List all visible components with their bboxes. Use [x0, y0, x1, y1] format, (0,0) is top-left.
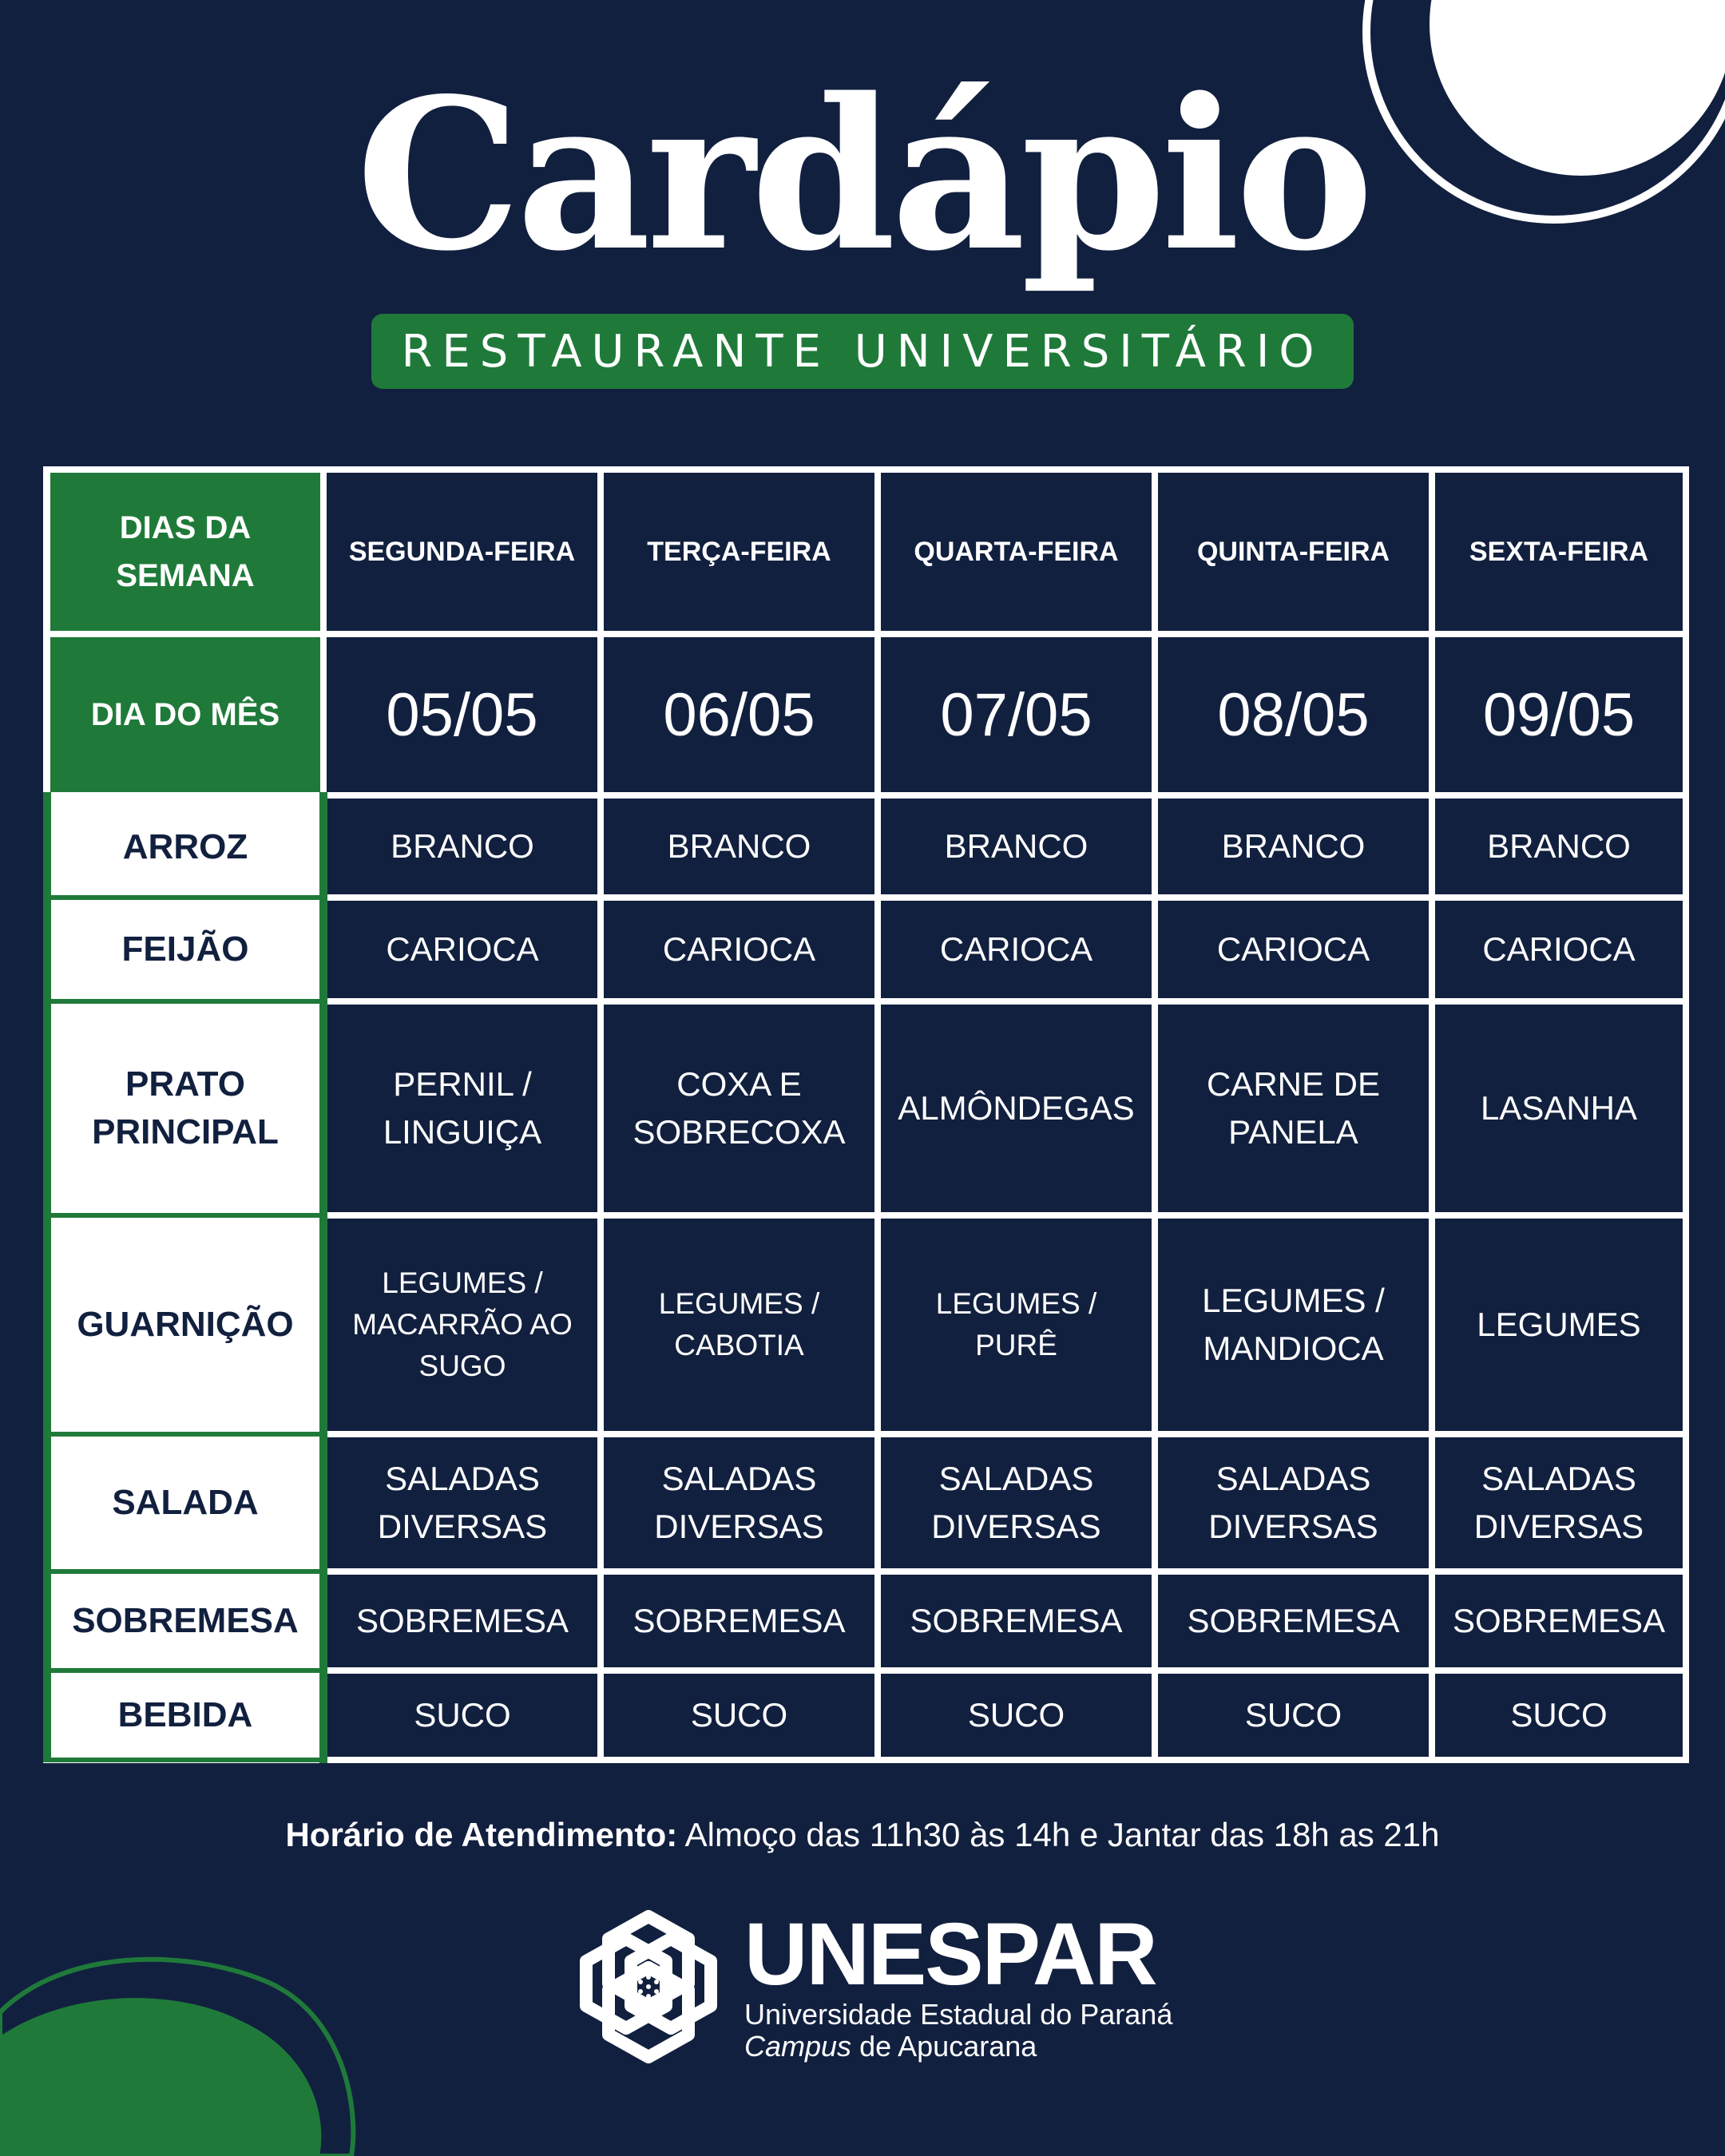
row-sobremesa — [47, 1571, 1686, 1671]
row-arroz — [47, 795, 1686, 898]
menu-cell: SALADAS DIVERSAS — [601, 1434, 878, 1571]
logo-name: UNESPAR — [744, 1905, 1156, 2003]
menu-cell: BRANCO — [601, 795, 878, 898]
menu-cell: PERNIL / LINGUIÇA — [323, 1001, 601, 1215]
menu-cell: LEGUMES / MACARRÃO AO SUGO — [323, 1215, 601, 1434]
menu-cell: SOBREMESA — [1155, 1571, 1432, 1671]
menu-cell: LEGUMES / MANDIOCA — [1155, 1215, 1432, 1434]
menu-cell: SUCO — [323, 1671, 601, 1760]
menu-cell: BRANCO — [1155, 795, 1432, 898]
subtitle-badge: RESTAURANTE UNIVERSITÁRIO — [371, 314, 1354, 389]
date-row — [47, 634, 1686, 795]
date-cell: 06/05 — [601, 634, 878, 795]
opening-hours-label: Horário de Atendimento: — [285, 1816, 678, 1853]
row-label: PRATO PRINCIPAL — [47, 1001, 323, 1215]
day-header: QUINTA-FEIRA — [1155, 470, 1432, 634]
corner-label: DIAS DA SEMANA — [47, 470, 323, 634]
menu-cell: CARIOCA — [1155, 898, 1432, 1001]
menu-cell: SOBREMESA — [1432, 1571, 1686, 1671]
row-prato-principal — [47, 1001, 1686, 1215]
row-feijao — [47, 898, 1686, 1001]
day-header: TERÇA-FEIRA — [601, 470, 878, 634]
opening-hours-text: Almoço das 11h30 às 14h e Jantar das 18h as 21h — [684, 1816, 1440, 1853]
unespar-emblem-icon — [569, 1907, 728, 2067]
date-row-label: DIA DO MÊS — [47, 634, 323, 795]
menu-cell: BRANCO — [1432, 795, 1686, 898]
row-guarnicao — [47, 1215, 1686, 1434]
menu-cell: SALADAS DIVERSAS — [878, 1434, 1155, 1571]
menu-cell: LEGUMES / CABOTIA — [601, 1215, 878, 1434]
row-label: FEIJÃO — [47, 898, 323, 1001]
menu-cell: BRANCO — [323, 795, 601, 898]
menu-cell: BRANCO — [878, 795, 1155, 898]
menu-cell: LEGUMES / PURÊ — [878, 1215, 1155, 1434]
unespar-logo — [569, 1907, 1172, 2067]
date-cell: 09/05 — [1432, 634, 1686, 795]
menu-cell: SOBREMESA — [601, 1571, 878, 1671]
menu-cell: SUCO — [1155, 1671, 1432, 1760]
menu-cell: CARIOCA — [323, 898, 601, 1001]
menu-cell: LEGUMES — [1432, 1215, 1686, 1434]
menu-cell: SUCO — [878, 1671, 1155, 1760]
row-label: BEBIDA — [47, 1671, 323, 1760]
day-header: SEXTA-FEIRA — [1432, 470, 1686, 634]
menu-cell: LASANHA — [1432, 1001, 1686, 1215]
logo-university: Universidade Estadual do Paraná — [744, 1998, 1173, 2031]
logo-campus-name: de Apucarana — [859, 2030, 1037, 2063]
row-label: ARROZ — [47, 795, 323, 898]
row-label: SALADA — [47, 1434, 323, 1571]
logo-text — [744, 1905, 1173, 2063]
menu-cell: SUCO — [1432, 1671, 1686, 1760]
menu-cell: CARIOCA — [878, 898, 1155, 1001]
menu-cell: CARNE DE PANELA — [1155, 1001, 1432, 1215]
menu-cell: SALADAS DIVERSAS — [1155, 1434, 1432, 1571]
row-bebida — [47, 1671, 1686, 1760]
row-salada — [47, 1434, 1686, 1571]
logo-campus — [744, 2031, 1172, 2063]
date-cell: 05/05 — [323, 634, 601, 795]
menu-cell: CARIOCA — [1432, 898, 1686, 1001]
menu-cell: COXA E SOBRECOXA — [601, 1001, 878, 1215]
decorative-green-blob — [0, 1900, 415, 2156]
menu-cell: SALADAS DIVERSAS — [1432, 1434, 1686, 1571]
date-cell: 08/05 — [1155, 634, 1432, 795]
header-row — [47, 470, 1686, 634]
menu-cell: CARIOCA — [601, 898, 878, 1001]
menu-cell: SOBREMESA — [323, 1571, 601, 1671]
row-label: SOBREMESA — [47, 1571, 323, 1671]
page-title: Cardápio — [355, 54, 1370, 297]
date-cell: 07/05 — [878, 634, 1155, 795]
menu-cell: SALADAS DIVERSAS — [323, 1434, 601, 1571]
menu-table — [43, 466, 1689, 1763]
menu-cell: SOBREMESA — [878, 1571, 1155, 1671]
opening-hours — [0, 1811, 1725, 1859]
row-label: GUARNIÇÃO — [47, 1215, 323, 1434]
menu-cell: ALMÔNDEGAS — [878, 1001, 1155, 1215]
day-header: QUARTA-FEIRA — [878, 470, 1155, 634]
menu-cell: SUCO — [601, 1671, 878, 1760]
logo-campus-word: Campus — [744, 2030, 852, 2063]
day-header: SEGUNDA-FEIRA — [323, 470, 601, 634]
